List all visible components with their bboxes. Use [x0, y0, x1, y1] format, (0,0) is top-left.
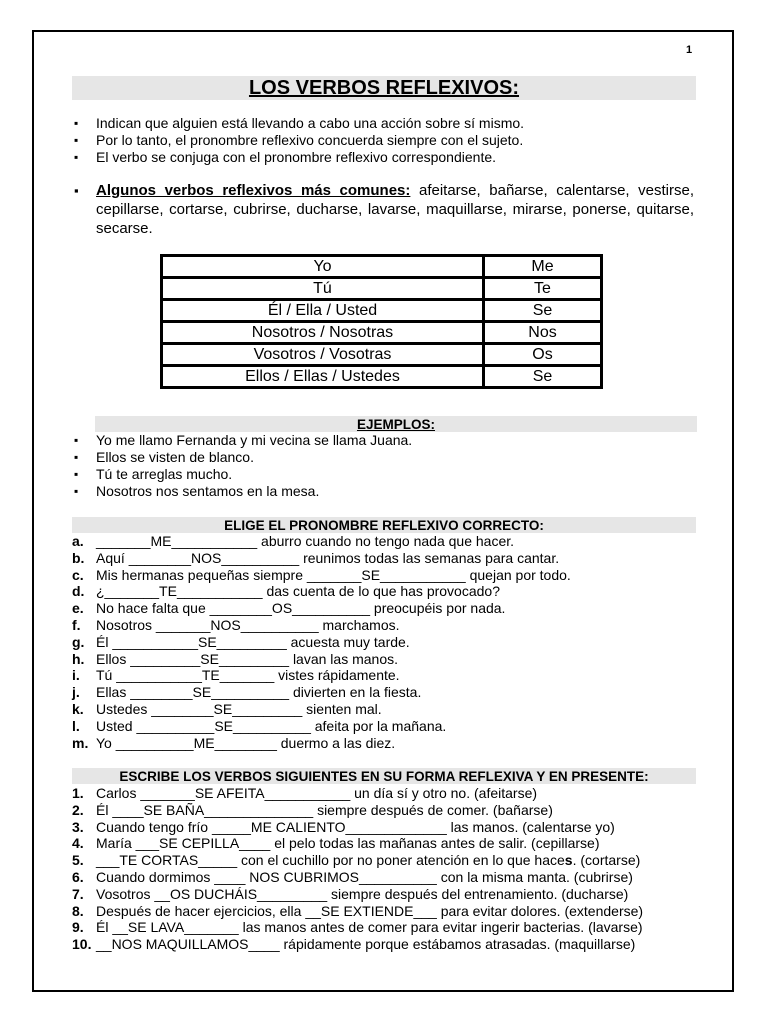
item-label: h. — [72, 650, 85, 667]
exercise1-item — [72, 567, 571, 584]
item-label: 5. — [72, 852, 84, 869]
item-text: Ellos _________SE_________ lavan las manos. — [96, 650, 399, 667]
item-text: _______ME___________ aburro cuando no tengo nada que hacer. — [96, 533, 515, 549]
item-label: j. — [72, 684, 80, 701]
exercise2-heading: ESCRIBE LOS VERBOS SIGUIENTES EN SU FORMA REFLEXIVA Y EN PRESENTE: — [119, 769, 649, 784]
item-label: 7. — [72, 885, 84, 902]
pronoun-table — [160, 254, 603, 389]
item-label: a. — [72, 533, 84, 549]
item-text-bold: s — [564, 852, 573, 869]
subject-cell: Ellos / Ellas / Ustedes — [162, 366, 484, 388]
item-label: e. — [72, 600, 84, 617]
item-label: g. — [72, 633, 85, 650]
item-text: No hace falta que ________OS__________ preocupéis por nada. — [96, 600, 506, 617]
intro-bullet: ▪ El verbo se conjuga con el pronombre reflexivo correspondiente. — [74, 149, 524, 166]
item-text: Carlos _______SE AFEITA___________ un día sí y otro no. (afeitarse) — [96, 785, 538, 801]
pronoun-cell: Se — [484, 366, 602, 388]
item-label: 9. — [72, 919, 84, 936]
exercise2-item — [72, 936, 643, 953]
item-text: __NOS MAQUILLAMOS____ rápidamente porque estábamos atrasadas. (maquillarse) — [96, 936, 636, 953]
examples-list — [74, 432, 412, 500]
exercise2-item — [72, 852, 643, 869]
subject-cell: Tú — [162, 278, 484, 300]
exercise1-item — [72, 701, 571, 718]
table-row — [162, 322, 602, 344]
exercise1-item — [72, 533, 571, 550]
item-label: 6. — [72, 868, 84, 885]
exercise1-item — [72, 651, 571, 668]
example-item: ▪ Ellos se visten de blanco. — [74, 449, 412, 466]
item-text: Después de hacer ejercicios, ella __SE EXTIENDE___ para evitar dolores. (extenderse) — [96, 902, 644, 919]
title-bar — [72, 76, 696, 100]
pronoun-cell: Te — [484, 278, 602, 300]
examples-heading-bar — [95, 416, 697, 432]
intro-bullets — [74, 115, 524, 166]
exercise1-item — [72, 600, 571, 617]
page-number: 1 — [686, 44, 693, 56]
examples-heading: EJEMPLOS: — [356, 417, 435, 432]
exercise1-item — [72, 684, 571, 701]
table-row — [162, 256, 602, 278]
exercise1-item — [72, 718, 571, 735]
exercise1-item — [72, 667, 571, 684]
item-label: 3. — [72, 818, 84, 835]
item-text: Nosotros _______NOS__________ marchamos. — [96, 616, 400, 633]
item-label: 8. — [72, 902, 84, 919]
table-row — [162, 344, 602, 366]
exercise2-list — [72, 785, 643, 953]
intro-bullet: ▪ Por lo tanto, el pronombre reflexivo concuerda siempre con el sujeto. — [74, 132, 524, 149]
item-label: 2. — [72, 801, 84, 818]
item-label: d. — [72, 583, 85, 600]
exercise1-item — [72, 550, 571, 567]
exercise2-item — [72, 785, 643, 802]
common-verbs-lead: Algunos verbos reflexivos más comunes: — [96, 182, 411, 199]
exercise1-item — [72, 583, 571, 600]
item-label: m. — [72, 734, 89, 751]
item-label: 1. — [72, 785, 84, 801]
example-item: ▪ Nosotros nos sentamos en la mesa. — [74, 483, 412, 500]
exercise2-item — [72, 835, 643, 852]
exercise1-item — [72, 634, 571, 651]
item-text: Ustedes ________SE_________ sienten mal. — [96, 700, 382, 717]
item-text: Yo __________ME________ duermo a las diez. — [96, 734, 396, 751]
item-label: c. — [72, 566, 84, 583]
common-verbs-list: afeitarse, bañarse, calentarse, vestirse, cepillarse, cortarse, cubrirse, ducharse, lavarse, maquillarse, mirarse, ponerse, quitarse, secarse. — [96, 182, 695, 237]
intro-bullet: ▪ Indican que alguien está llevando a cabo una acción sobre sí mismo. — [74, 115, 524, 132]
item-text: Aquí ________NOS__________ reunimos todas las semanas para cantar. — [96, 549, 560, 566]
item-text: María ___SE CEPILLA____ el pelo todas las mañanas antes de salir. (cepillarse) — [96, 835, 600, 852]
pronoun-cell: Me — [484, 256, 602, 278]
item-text: Mis hermanas pequeñas siempre _______SE___________ quejan por todo. — [96, 566, 571, 583]
common-verbs-paragraph — [74, 181, 694, 238]
subject-cell: Nosotros / Nosotras — [162, 322, 484, 344]
item-text: Ellas ________SE__________ divierten en la fiesta. — [96, 684, 422, 701]
exercise1-item — [72, 617, 571, 634]
item-label: b. — [72, 549, 85, 566]
item-text: ___TE CORTAS_____ con el cuchillo por no poner atención en lo que hace — [96, 852, 565, 869]
item-text: ¿_______TE___________ das cuenta de lo que has provocado? — [96, 583, 500, 600]
exercise1-heading-bar — [72, 517, 696, 533]
item-label: i. — [72, 667, 80, 684]
item-text: Cuando tengo frío _____ME CALIENTO_____________ las manos. (calentarse yo) — [96, 818, 615, 835]
exercise2-heading-bar — [72, 768, 696, 784]
exercise2-item — [72, 869, 643, 886]
example-item: ▪ Yo me llamo Fernanda y mi vecina se llama Juana. — [74, 432, 412, 449]
item-label: f. — [72, 616, 81, 633]
table-row — [162, 300, 602, 322]
table-row — [162, 278, 602, 300]
item-text: Él ___________SE_________ acuesta muy tarde. — [96, 633, 410, 650]
item-label: 4. — [72, 835, 84, 852]
item-text: Tú ___________TE_______ vistes rápidamente. — [96, 667, 400, 684]
exercise2-item — [72, 903, 643, 920]
item-text: Cuando dormimos ____ NOS CUBRIMOS__________ con la misma manta. (cubrirse) — [96, 868, 633, 885]
item-label: l. — [72, 717, 80, 734]
exercise1-item — [72, 735, 571, 752]
item-text: Él __SE LAVA_______ las manos antes de comer para evitar ingerir bacterias. (lavarse) — [96, 919, 643, 936]
exercise1-list — [72, 533, 571, 751]
exercise2-item — [72, 886, 643, 903]
item-label: 10. — [72, 936, 92, 953]
subject-cell: Vosotros / Vosotras — [162, 344, 484, 366]
table-row — [162, 366, 602, 388]
item-label: k. — [72, 700, 84, 717]
exercise2-item — [72, 919, 643, 936]
item-text: Él ____SE BAÑA______________ siempre después de comer. (bañarse) — [96, 801, 553, 818]
exercise2-item — [72, 819, 643, 836]
item-text: Vosotros __OS DUCHÁIS_________ siempre después del entrenamiento. (ducharse) — [96, 885, 629, 902]
bullet-square-icon: ▪ — [74, 183, 79, 198]
subject-cell: Yo — [162, 256, 484, 278]
pronoun-cell: Nos — [484, 322, 602, 344]
page-title: LOS VERBOS REFLEXIVOS: — [248, 77, 520, 99]
pronoun-cell: Os — [484, 344, 602, 366]
pronoun-cell: Se — [484, 300, 602, 322]
item-text: Usted __________SE__________ afeita por la mañana. — [96, 717, 447, 734]
subject-cell: Él / Ella / Usted — [162, 300, 484, 322]
exercise2-item — [72, 802, 643, 819]
example-item: ▪ Tú te arreglas mucho. — [74, 466, 412, 483]
item-text: . (cortarse) — [572, 852, 641, 869]
exercise1-heading: ELIGE EL PRONOMBRE REFLEXIVO CORRECTO: — [224, 518, 544, 533]
